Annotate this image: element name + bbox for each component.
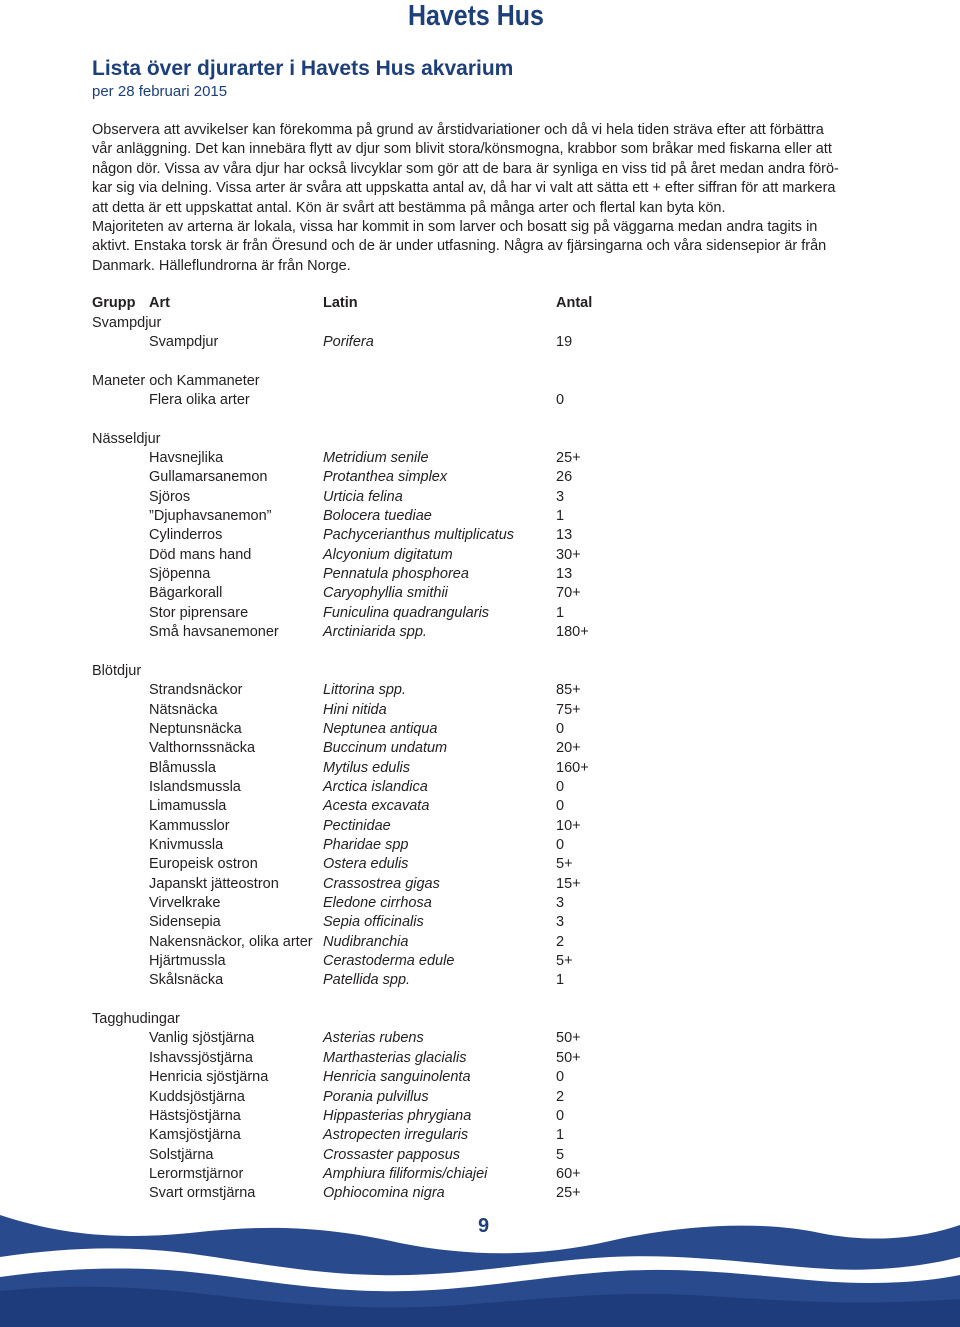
brand-logo-text: Havets Hus (408, 0, 544, 32)
species-count: 0 (556, 1107, 565, 1124)
group-name: Blötdjur (92, 662, 142, 679)
group-name: Nässeldjur (92, 430, 161, 447)
species-count: 25+ (556, 449, 581, 466)
species-count: 1 (556, 508, 565, 524)
header-group: Grupp (92, 295, 136, 311)
species-count: 26 (556, 469, 573, 486)
species-count: 0 (556, 1069, 565, 1086)
species-count: 1 (556, 604, 565, 621)
species-name: Död mans hand (149, 546, 252, 563)
species-count: 50+ (556, 1049, 581, 1066)
latin-name: Ophiocomina nigra (323, 1185, 445, 1202)
species-count: 0 (556, 798, 565, 815)
species-count: 10+ (556, 817, 581, 834)
latin-name: Patellida spp. (323, 972, 411, 989)
latin-name: Astropecten irregularis (323, 1127, 469, 1144)
species-name: Havsnejlika (149, 449, 224, 466)
latin-name: Pennatula phosphorea (323, 566, 469, 583)
species-name: Sjöros (149, 488, 191, 505)
species-name: Kuddsjöstjärna (149, 1088, 245, 1105)
species-name: Kammusslor (149, 817, 230, 834)
intro-line: Majoriteten av arterna är lokala, vissa har kommit in som larver och bosatt sig på väggarna medan andra tagits in (92, 219, 818, 236)
latin-name: Porifera (323, 333, 374, 350)
latin-name: Arctiniarida spp. (323, 624, 427, 641)
group-name: Maneter och Kammaneter (92, 372, 260, 389)
species-name: Bägarkorall (149, 585, 223, 602)
species-count: 13 (556, 527, 573, 544)
species-name: Lerormstjärnor (149, 1165, 244, 1182)
species-count: 5+ (556, 953, 573, 970)
latin-name: Amphiura filiformis/chiajei (323, 1165, 488, 1182)
species-name: ”Djuphavsanemon” (149, 508, 272, 524)
intro-line: någon dör. Vissa av våra djur har också livcyklar som gör att de bara är synliga en viss tid på året medan andra förö- (92, 160, 839, 177)
species-name: Flera olika arter (149, 391, 250, 408)
species-count: 3 (556, 895, 565, 911)
species-name: Kamsjöstjärna (149, 1127, 241, 1144)
species-count: 75+ (556, 701, 581, 718)
species-count: 3 (556, 488, 565, 505)
header-latin: Latin (323, 295, 358, 311)
latin-name: Hippasterias phrygiana (323, 1107, 472, 1124)
species-name: Gullamarsanemon (149, 469, 268, 486)
species-name: Islandsmussla (149, 778, 241, 795)
latin-name: Bolocera tuediae (323, 508, 432, 524)
species-name: Hjärtmussla (149, 953, 226, 970)
latin-name: Asterias rubens (323, 1030, 424, 1047)
latin-name: Mytilus edulis (323, 759, 411, 776)
species-count: 5 (556, 1146, 565, 1163)
latin-name: Pectinidae (323, 817, 391, 834)
latin-name: Buccinum undatum (323, 740, 448, 757)
species-name: Blåmussla (149, 759, 216, 776)
latin-name: Henricia sanguinolenta (323, 1069, 471, 1086)
species-count: 2 (556, 933, 565, 950)
page-title: Lista över djurarter i Havets Hus akvarium (92, 57, 514, 80)
species-name: Henricia sjöstjärna (149, 1069, 269, 1086)
species-name: Små havsanemoner (149, 624, 279, 641)
latin-name: Urticia felina (323, 488, 403, 505)
latin-name: Sepia officinalis (323, 914, 424, 931)
latin-name: Hini nitida (323, 701, 387, 718)
group-name: Tagghudingar (92, 1011, 180, 1028)
latin-name: Eledone cirrhosa (323, 895, 432, 911)
intro-line: vår anläggning. Det kan innebära flytt av djur som blivit stora/könsmogna, krabbor som bråkar med fiskarna eller att (92, 141, 832, 158)
species-name: Cylinderros (149, 527, 223, 544)
species-count: 15+ (556, 875, 581, 892)
species-count: 160+ (556, 759, 589, 776)
latin-name: Protanthea simplex (323, 469, 448, 486)
species-name: Japanskt jätteostron (149, 875, 279, 892)
latin-name: Metridium senile (323, 449, 429, 466)
species-name: Skålsnäcka (149, 972, 224, 989)
intro-line: Danmark. Hälleflundrorna är från Norge. (92, 257, 351, 274)
species-name: Ishavssjöstjärna (149, 1049, 253, 1066)
species-count: 0 (556, 720, 565, 737)
latin-name: Ostera edulis (323, 856, 409, 873)
species-count: 85+ (556, 682, 581, 699)
species-name: Stor piprensare (149, 604, 249, 621)
group-name: Svampdjur (92, 314, 162, 331)
page-number: 9 (478, 1215, 490, 1237)
species-count: 0 (556, 836, 565, 853)
species-count: 50+ (556, 1030, 581, 1047)
species-count: 30+ (556, 546, 581, 563)
species-count: 13 (556, 566, 573, 583)
species-count: 60+ (556, 1165, 581, 1182)
species-count: 2 (556, 1088, 565, 1105)
species-name: Solstjärna (149, 1146, 214, 1163)
species-name: Sidensepia (149, 914, 221, 931)
latin-name: Crassostrea gigas (323, 875, 440, 892)
header-species: Art (149, 295, 170, 311)
species-count: 1 (556, 972, 565, 989)
latin-name: Caryophyllia smithii (323, 585, 448, 602)
species-count: 19 (556, 333, 573, 350)
page-subtitle: per 28 februari 2015 (92, 83, 228, 100)
species-name: Strandsnäckor (149, 682, 243, 699)
species-count: 180+ (556, 624, 589, 641)
species-count: 1 (556, 1127, 565, 1144)
species-count: 5+ (556, 856, 573, 873)
species-count: 20+ (556, 740, 581, 757)
latin-name: Pharidae spp (323, 836, 409, 853)
latin-name: Nudibranchia (323, 933, 409, 950)
latin-name: Littorina spp. (323, 682, 407, 699)
species-count: 70+ (556, 585, 581, 602)
species-count: 25+ (556, 1185, 581, 1202)
species-name: Sjöpenna (149, 566, 211, 583)
intro-paragraph (92, 121, 882, 276)
latin-name: Funiculina quadrangularis (323, 604, 490, 621)
latin-name: Arctica islandica (323, 778, 428, 795)
species-count: 3 (556, 914, 565, 931)
species-name: Nätsnäcka (149, 701, 218, 718)
species-name: Svart ormstjärna (149, 1185, 256, 1202)
latin-name: Pachycerianthus multiplicatus (323, 527, 515, 544)
latin-name: Marthasterias glacialis (323, 1049, 467, 1066)
species-name: Nakensnäckor, olika arter (149, 933, 313, 950)
intro-line: kar sig via delning. Vissa arter är svåra att uppskatta antal av, då har vi valt att sätta ett + efter siffran för att markera (92, 180, 836, 197)
species-count: 0 (556, 391, 565, 408)
species-name: Neptunsnäcka (149, 720, 242, 737)
latin-name: Alcyonium digitatum (323, 546, 453, 563)
species-name: Virvelkrake (149, 895, 221, 911)
latin-name: Porania pulvillus (323, 1088, 429, 1105)
latin-name: Acesta excavata (323, 798, 430, 815)
intro-line: Observera att avvikelser kan förekomma på grund av årstidvariationer och då vi hela tiden sträva efter att förbättra (92, 122, 824, 138)
latin-name: Crossaster papposus (323, 1146, 461, 1163)
species-name: Limamussla (149, 798, 227, 815)
species-name: Hästsjöstjärna (149, 1107, 241, 1124)
latin-name: Cerastoderma edule (323, 953, 455, 970)
species-name: Knivmussla (149, 836, 224, 853)
species-name: Valthornssnäcka (149, 740, 256, 757)
intro-line: att detta är ett uppskattat antal. Kön är svårt att bestämma på många arter och flertal kan byta kön. (92, 199, 726, 216)
species-name: Vanlig sjöstjärna (149, 1030, 255, 1047)
species-count: 0 (556, 778, 565, 795)
latin-name: Neptunea antiqua (323, 720, 438, 737)
species-name: Svampdjur (149, 333, 219, 350)
species-name: Europeisk ostron (149, 856, 258, 873)
intro-line: aktivt. Enstaka torsk är från Öresund och de är under utfasning. Några av fjärsingarna och våra sidensepior är från (92, 238, 827, 255)
header-count: Antal (556, 295, 593, 311)
